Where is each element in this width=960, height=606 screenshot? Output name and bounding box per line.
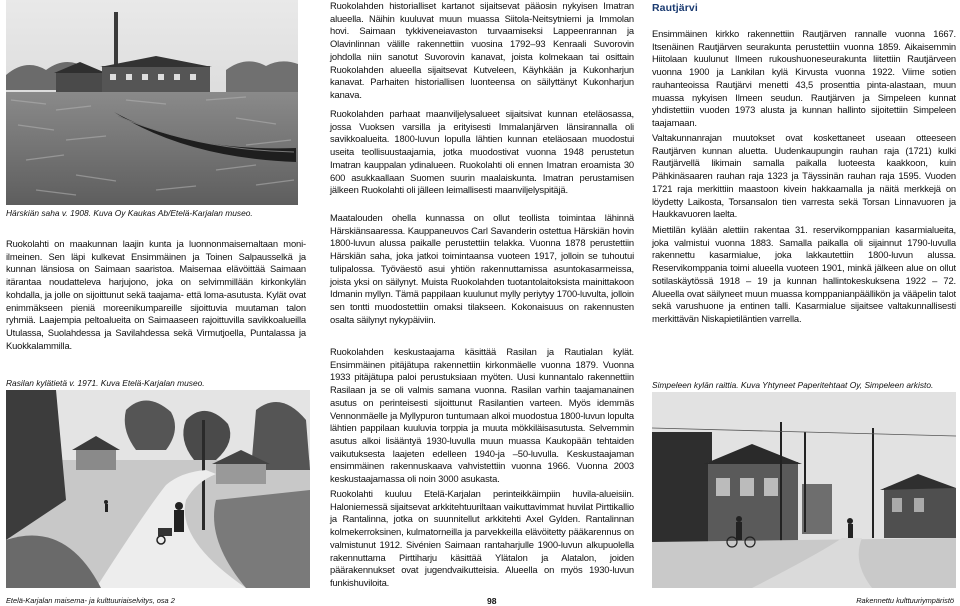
agriculture-paragraph: Ruokolahden parhaat maanviljelysalueet sijaitsivat kunnan eteläosassa, jossa Vuoksen varsilla ja erityisesti Immalanjärven länsirannalla oli savikkoalueita. 1800-luvun lopulla lähtien kunnan eteläosaan muodostui useita teollisuustaajamia, jotka muodostivat vuonna 1948 perustetun Imatran kauppalan ydinalueen. Ruokolahti oli ennen Imatran eroamista 30 600 asukkaallaan Suomen suurin maalaiskunta. Imatran perustamisen jälkeen Ruokolahti oli jälleen leimallisesti maanviljelyspitäjä. xyxy=(330,108,634,196)
industry-paragraph: Maatalouden ohella kunnassa on ollut teollista toimintaa lähinnä Härskiänsaaressa. Kauppaneuvos Carl Savanderin ostettua Härskiän hovin 1800-luvun alussa paikalle perustettiin telakka. Vuonna 1878 perustettiin Härskiän saha, joka jatkoi toimintaansa vuoteen 1917, jolloin se tuhoutui tulipalossa. Työväestö asui yhtiön rakennuttamissa asuntokasarmeissa, joista yksi on säilynyt. Muista Ruokolahden tuotantolaitoksista mainittakoon Idmanin myllyn. Tämä pappilaan kuulunut mylly periytyy 1700-luvulta, jolloin sen tontti muodostettiin omaksi tilakseen. Kokonaisuus on rakennusten osalta säilynyt nykypäiviin. xyxy=(330,212,634,325)
sawmill-photo xyxy=(6,0,298,205)
church-paragraph: Ensimmäinen kirkko rakennettiin Rautjärven rannalle vuonna 1667. Itsenäinen Rautjärven seurakunta perustettiin vuonna 1859. Aikaisemmin Hiitolaan kuulunut Ilmeen rukoushuoneseurakunta liitettiin Rautjärveen vuonna 1900 ja Lankilan kylä Kirvusta vuonna 1922. Viime sotien rauhanteoissa Rautjärvi menetti 43,5 prosenttia pinta-alastaan, muun muassa nykyisen Ilmeen seudun. Rautjärven ja Simpeleen kunnat yhdistettiin vuoden 1973 alusta ja kunnan hallinto sijoitettiin Simpeleen taajamaan. xyxy=(652,28,956,128)
footer-right: Rakennettu kulttuuriympäristö xyxy=(856,596,954,605)
history-paragraph: Ruokolahden historialliset kartanot sijaitsevat pääosin nykyisen Imatran alueella. Näihin kuuluvat muun muassa Siitola-Neitsytniemi ja Immolan hovi. Saimaan tykkiveneiavaston turvaamiseksi Lappeenrannan ja Olavinlinnan välille rakennettiin vuosina 1792–93 Kenraali Suvorovin johdolla niin sanotut Suvorovin kanavat, joista kolmekaan tai osittain Ruokolahden alueella sijaitsevat Kutveleen, Käyhkään ja Kukonharjun kanavat. Parhaiten historiallisen luonteensa on säilyttänyt Kukonharjun kanava. xyxy=(330,0,634,100)
footer-left: Etelä-Karjalan maisema- ja kulttuuriaiselvitys, osa 2 xyxy=(6,596,175,605)
street-photo-caption: Simpeleen kylän raittia. Kuva Yhtyneet Paperitehtaat Oy, Simpeleen arkisto. xyxy=(652,380,934,390)
sawmill-photo-caption: Härskiän saha v. 1908. Kuva Oy Kaukas Ab/Etelä-Karjalan museo. xyxy=(6,208,253,218)
section-heading: Rautjärvi xyxy=(652,2,698,14)
page-number: 98 xyxy=(487,596,497,606)
barracks-paragraph: Miettilän kylään alettiin rakentaa 31. reservikomppanian kasarmialueita, joka valmistui vuonna 1883. Samalla paikalla oli sijainnut 1790-luvulla rakennettu kasarmialue, joka lakkautettiin 1800-luvun alussa. Reservikomppania toimi alueella vuoteen 1901, minkä jälkeen alue on ollut sotilaskäytössä 1918 – 19 ja kunnan hallintokeskuksena 1922 – 72. Alueella ovat säilyneet muun muassa komppanianpäällikön ja vääpelin talot sekä varushuone ja entinen talli. Kasarmialue sijaitsee valtakunnallisesti merkittävän Niskapietiläntien varrella. xyxy=(652,224,956,324)
intro-paragraph: Ruokolahti on maakunnan laajin kunta ja luonnonmaisemaltaan moni-ilmeinen. Sen läpi kulkevat Ensimmäinen ja Toinen Salpausselkä ja kunnan länsiosa on Saimaan saaristoa. Maisemaa elävöittää Saimaan itärantaa noudatteleva harjujono, joka on selvimmillään kirkonkylän kohdalla, ja jolle on sijoittunut sekä taajama- että loma-asutusta. Kylät ovat enimmäkseen pieniä moreenikumpareille sijoittuvia muutaman talon ryhmiä. Laajempia peltoalueita on Saimaaseen rajoittuvilla savikkoalueilla Utulassa, Suolahdessa ja Savilahdessa sekä Virmutjoella, Puntalassa ja Kuokkalammilla. xyxy=(6,238,306,351)
village-street-photo xyxy=(652,392,956,588)
village-road-photo-caption: Rasilan kylätietä v. 1971. Kuva Etelä-Karjalan museo. xyxy=(6,378,205,388)
border-paragraph: Valtakunnanrajan muutokset ovat koskettaneet useaan otteeseen Rautjärven kunnan aluetta. Uudenkaupungin rauhan raja (1721) kulki Rautjärvellä likimain samalla paikalla luoteesta kaakkoon, kuin Pähkinäsaaren rauhan raja 1323 ja Täyssinän rauhan raja 1595. Vuoden 1721 raja merkittiin maastoon kivein hakkaamalla ja näitä merkkejä on löydetty Laikosta, Torsansalon tien varresta sekä Torsan Linnavuoren ja Haukkavuoren laelta. xyxy=(652,132,956,220)
village-road-photo xyxy=(6,390,310,588)
villas-paragraph: Ruokolahti kuuluu Etelä-Karjalan perinteikkäimpiin huvila-alueisiin. Haloniemessä sijaitsevat arkkitehtuuriltaan vaikuttavimmat huvilat Pirttikallio ja Rantalinna, jotka on suunnitellut arkkitehti Axel Gylden. Rantalinnan kolmekerroksinen, kulmatorneilla ja parvekkeilla elävöitetty pääkarennus on valmistunut 1912. Sivénien Saimaan rantaharjulle 1900-luvun alkupuolella rakennuttama Pirttiharju käsittää Ylätalon ja Alatalon, joiden päärakennukset ovat jugendvaikutteisia. Alueella on myös 1930-luvun funkishuviloita. xyxy=(330,488,634,588)
center-paragraph: Ruokolahden keskustaajama käsittää Rasilan ja Rautialan kylät. Ensimmäinen pitäjätupa rakennettiin kirkonmäelle vuonna 1879. Vuonna 1933 pitäjätupa paloi perustuksiaan myöten. Uusi kunnantalo rakennettiin Rasilaan ja se oli valmis samana vuonna. Rasilan varhin taajamanainen asutus on perinteisesti sijoittunut Rasilantien varteen. Myös idemmäs Vennonmäelle ja Myllypuron tuntumaan alkoi muodostua 1800-luvun lopulta lähtien pappilaan kuuluvia torppia ja muuta mökkiläisasutusta. Selvemmin asutus alkoi lisääntyä 1930-luvulla muun muassa Kaukopään tehtaiden vaikutuksesta laajeten edelleen 1940-ja –50-luvulla. Keskustaajaman ensimmäinen rakennuskaava vahvistettiin vuonna 1966. Vuonna 2003 keskustaajamassa oli noin 3000 asukasta. xyxy=(330,346,634,485)
